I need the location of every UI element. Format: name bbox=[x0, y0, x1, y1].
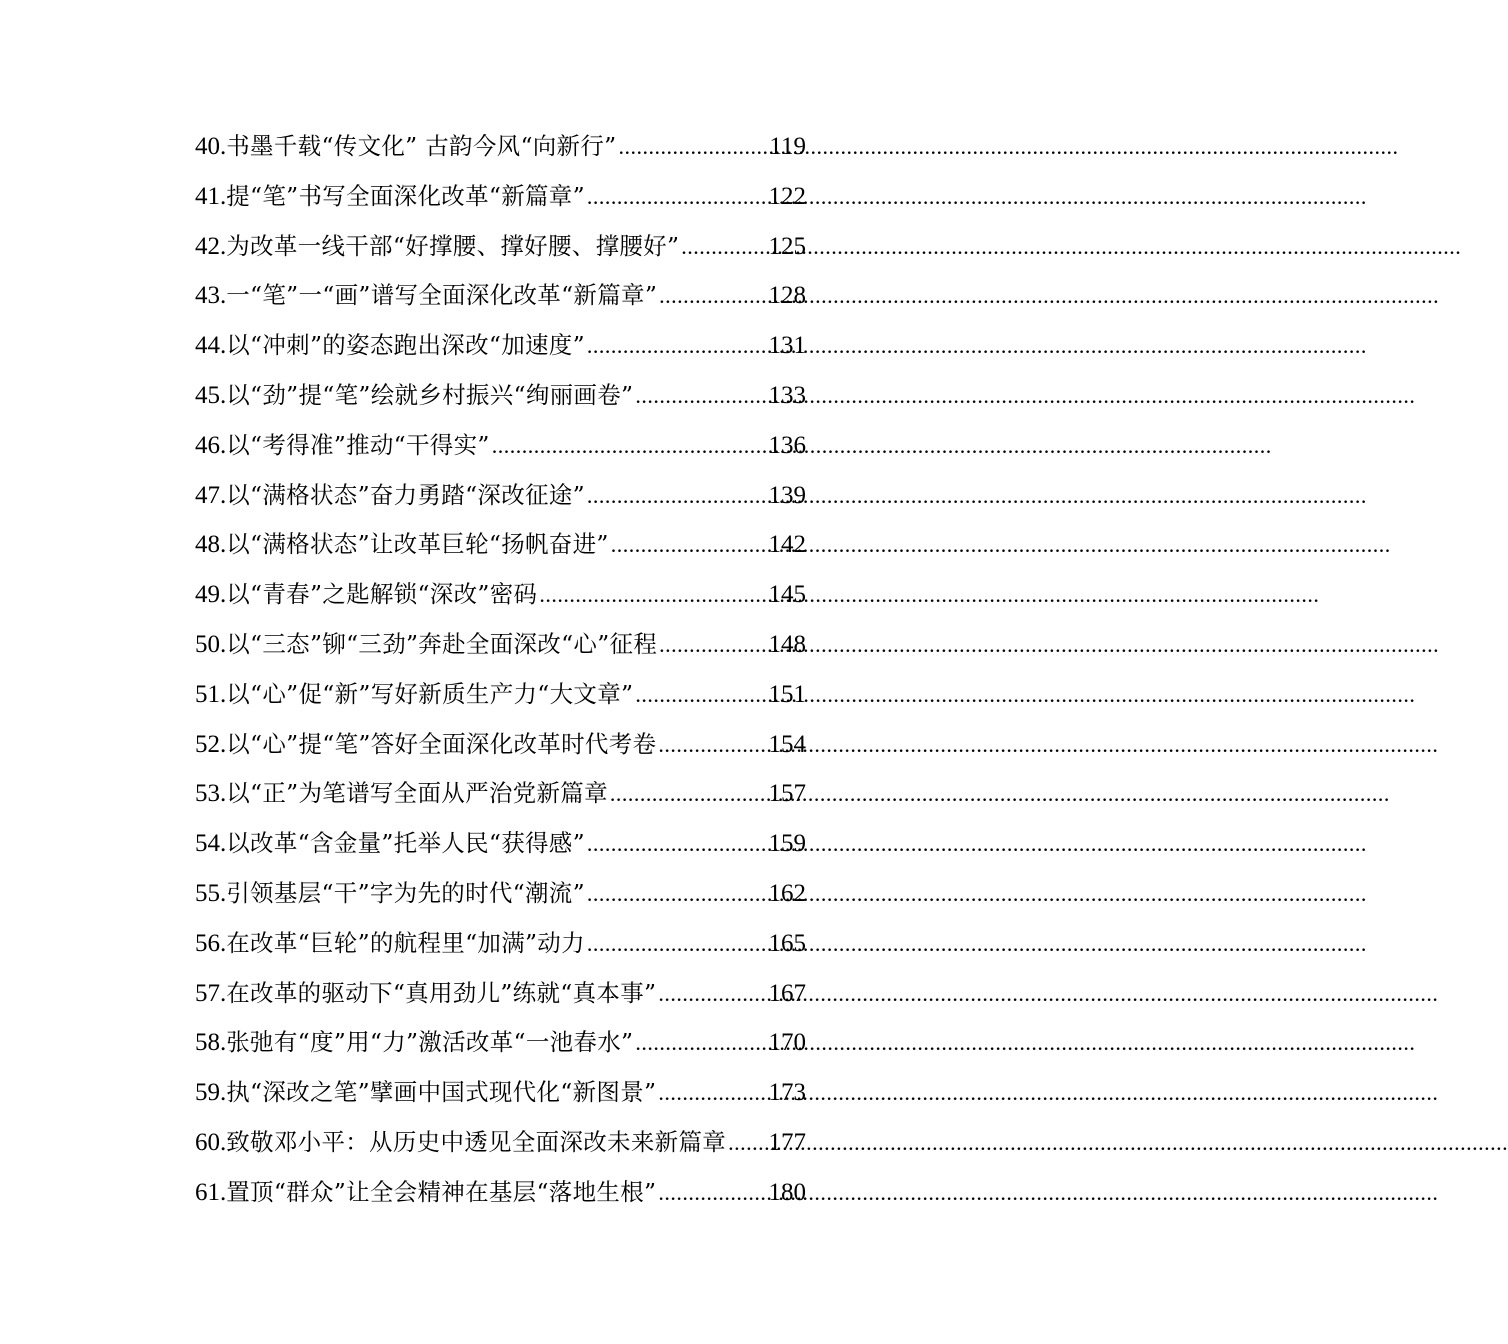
toc-entry-dot-leader bbox=[587, 333, 767, 359]
toc-entry-number: 47. bbox=[195, 481, 227, 509]
toc-entry[interactable] bbox=[195, 675, 806, 725]
toc-entry-page-number: 167 bbox=[768, 979, 806, 1007]
toc-entry[interactable] bbox=[195, 874, 806, 924]
toc-entry-dot-leader bbox=[658, 732, 766, 758]
toc-entry-dot-leader bbox=[587, 881, 767, 907]
toc-entry[interactable] bbox=[195, 476, 806, 526]
toc-entry-title: 致敬邓小平：从历史中透见全面深改未来新篇章 bbox=[226, 1127, 727, 1156]
toc-entry[interactable] bbox=[195, 525, 806, 575]
toc-entry-title: 执“深改之笔”擘画中国式现代化“新图景” bbox=[226, 1078, 657, 1107]
toc-entry-page-number: 173 bbox=[768, 1079, 806, 1107]
toc-entry-number: 55. bbox=[195, 879, 227, 907]
toc-entry-page-number: 145 bbox=[768, 581, 806, 609]
toc-entry-page-number: 157 bbox=[768, 780, 806, 808]
toc-entry-number: 53. bbox=[195, 780, 227, 808]
toc-entry[interactable] bbox=[195, 326, 806, 376]
toc-entry-page-number: 162 bbox=[768, 879, 806, 907]
toc-entry-number: 41. bbox=[195, 182, 227, 210]
toc-entry-title: 引领基层“干”字为先的时代“潮流” bbox=[226, 878, 585, 907]
toc-entry-title: 张弛有“度”用“力”激活改革“一池春水” bbox=[226, 1028, 634, 1057]
toc-entry-title: 以改革“含金量”托举人民“获得感” bbox=[226, 829, 585, 858]
toc-entry-dot-leader bbox=[587, 483, 767, 509]
toc-entry-dot-leader bbox=[658, 1180, 766, 1206]
toc-entry[interactable] bbox=[195, 1173, 806, 1223]
toc-entry-page-number: 180 bbox=[768, 1178, 806, 1206]
toc-entry-title: 置顶“群众”让全会精神在基层“落地生根” bbox=[226, 1177, 657, 1206]
toc-entry-number: 54. bbox=[195, 830, 227, 858]
toc-entry-title: 以“满格状态”奋力勇踏“深改征途” bbox=[226, 480, 585, 509]
toc-entry-title: 以“劲”提“笔”绘就乡村振兴“绚丽画卷” bbox=[226, 380, 634, 409]
toc-entry-dot-leader bbox=[587, 184, 767, 210]
toc-entry-page-number: 142 bbox=[768, 531, 806, 559]
toc-entry-title: 在改革的驱动下“真用劲儿”练就“真本事” bbox=[226, 978, 657, 1007]
toc-entry-title: 以“心”提“笔”答好全面深化改革时代考卷 bbox=[226, 729, 657, 758]
toc-entry-dot-leader bbox=[587, 831, 767, 857]
toc-entry-number: 52. bbox=[195, 730, 227, 758]
toc-entry[interactable] bbox=[195, 824, 806, 874]
toc-entry-page-number: 136 bbox=[768, 431, 806, 459]
toc-entry-dot-leader bbox=[635, 682, 766, 708]
toc-entry-number: 42. bbox=[195, 232, 227, 260]
toc-entry-number: 40. bbox=[195, 133, 227, 160]
toc-entry-page-number: 151 bbox=[768, 680, 806, 708]
toc-entry[interactable] bbox=[195, 1073, 806, 1123]
toc-entry-dot-leader bbox=[618, 134, 767, 160]
toc-entry-title: 为改革一线干部“好撑腰、撑好腰、撑腰好” bbox=[226, 231, 680, 260]
toc-entry[interactable] bbox=[195, 376, 806, 426]
toc-entry-title: 一“笔”一“画”谱写全面深化改革“新篇章” bbox=[226, 281, 658, 310]
toc-entry-dot-leader bbox=[492, 433, 767, 459]
toc-entry-title: 以“冲刺”的姿态跑出深改“加速度” bbox=[226, 331, 585, 360]
toc-entry-title: 提“笔”书写全面深化改革“新篇章” bbox=[226, 181, 585, 210]
toc-entry-page-number: 165 bbox=[768, 929, 806, 957]
toc-entry-title: 以“正”为笔谱写全面从严治党新篇章 bbox=[226, 779, 608, 808]
table-of-contents bbox=[195, 127, 806, 1223]
toc-entry-title: 在改革“巨轮”的航程里“加满”动力 bbox=[226, 928, 585, 957]
toc-entry-number: 59. bbox=[195, 1079, 227, 1107]
toc-entry-number: 57. bbox=[195, 979, 227, 1007]
toc-entry-number: 48. bbox=[195, 531, 227, 559]
toc-entry-page-number: 122 bbox=[768, 182, 806, 210]
toc-entry[interactable] bbox=[195, 725, 806, 775]
toc-entry-number: 58. bbox=[195, 1029, 227, 1057]
toc-entry-page-number: 119 bbox=[769, 133, 806, 160]
toc-entry-number: 44. bbox=[195, 332, 227, 360]
toc-entry-dot-leader bbox=[587, 931, 767, 957]
toc-entry[interactable] bbox=[195, 276, 806, 326]
toc-entry[interactable] bbox=[195, 426, 806, 476]
toc-entry-title: 以“心”促“新”写好新质生产力“大文章” bbox=[226, 679, 634, 708]
toc-entry-page-number: 139 bbox=[768, 481, 806, 509]
toc-entry-page-number: 177 bbox=[768, 1128, 806, 1156]
toc-entry-title: 以“青春”之匙解锁“深改”密码 bbox=[226, 580, 538, 609]
toc-entry-dot-leader bbox=[611, 532, 767, 558]
toc-entry-dot-leader bbox=[539, 582, 766, 608]
toc-entry-dot-leader bbox=[658, 981, 766, 1007]
toc-entry-number: 61. bbox=[195, 1178, 227, 1206]
toc-entry-number: 43. bbox=[195, 282, 227, 310]
toc-entry-number: 50. bbox=[195, 630, 227, 658]
toc-entry-number: 46. bbox=[195, 431, 227, 459]
toc-entry[interactable] bbox=[195, 625, 806, 675]
toc-entry-number: 51. bbox=[195, 680, 227, 708]
toc-entry[interactable] bbox=[195, 575, 806, 625]
toc-entry-number: 45. bbox=[195, 381, 227, 409]
toc-entry-dot-leader bbox=[635, 383, 766, 409]
toc-entry-title: 书墨千载“传文化” 古韵今风“向新行” bbox=[226, 132, 617, 160]
toc-entry-number: 49. bbox=[195, 581, 227, 609]
toc-entry[interactable] bbox=[195, 1023, 806, 1073]
toc-entry-number: 60. bbox=[195, 1128, 227, 1156]
toc-entry-page-number: 128 bbox=[768, 282, 806, 310]
toc-entry-title: 以“满格状态”让改革巨轮“扬帆奋进” bbox=[226, 530, 609, 559]
toc-entry-dot-leader bbox=[659, 283, 766, 309]
toc-entry[interactable] bbox=[195, 127, 806, 177]
toc-entry-title: 以“三态”铆“三劲”奔赴全面深改“心”征程 bbox=[226, 629, 658, 658]
toc-entry-dot-leader bbox=[610, 781, 767, 807]
toc-entry[interactable] bbox=[195, 974, 806, 1024]
toc-entry-dot-leader bbox=[635, 1030, 766, 1056]
toc-entry-dot-leader bbox=[681, 234, 766, 260]
toc-entry-page-number: 125 bbox=[768, 232, 806, 260]
toc-entry-page-number: 159 bbox=[768, 830, 806, 858]
toc-entry-page-number: 131 bbox=[768, 332, 806, 360]
toc-entry-page-number: 148 bbox=[768, 630, 806, 658]
toc-entry-page-number: 170 bbox=[768, 1029, 806, 1057]
toc-entry[interactable] bbox=[195, 1123, 806, 1173]
toc-entry[interactable] bbox=[195, 924, 806, 974]
toc-entry-dot-leader bbox=[728, 1130, 766, 1156]
toc-entry-title: 以“考得准”推动“干得实” bbox=[226, 430, 490, 459]
toc-entry-number: 56. bbox=[195, 929, 227, 957]
toc-entry[interactable] bbox=[195, 177, 806, 227]
toc-entry-dot-leader bbox=[658, 1080, 766, 1106]
toc-entry-page-number: 133 bbox=[768, 381, 806, 409]
toc-entry-page-number: 154 bbox=[768, 730, 806, 758]
toc-entry[interactable] bbox=[195, 227, 806, 277]
toc-entry[interactable] bbox=[195, 774, 806, 824]
toc-entry-dot-leader bbox=[659, 632, 766, 658]
